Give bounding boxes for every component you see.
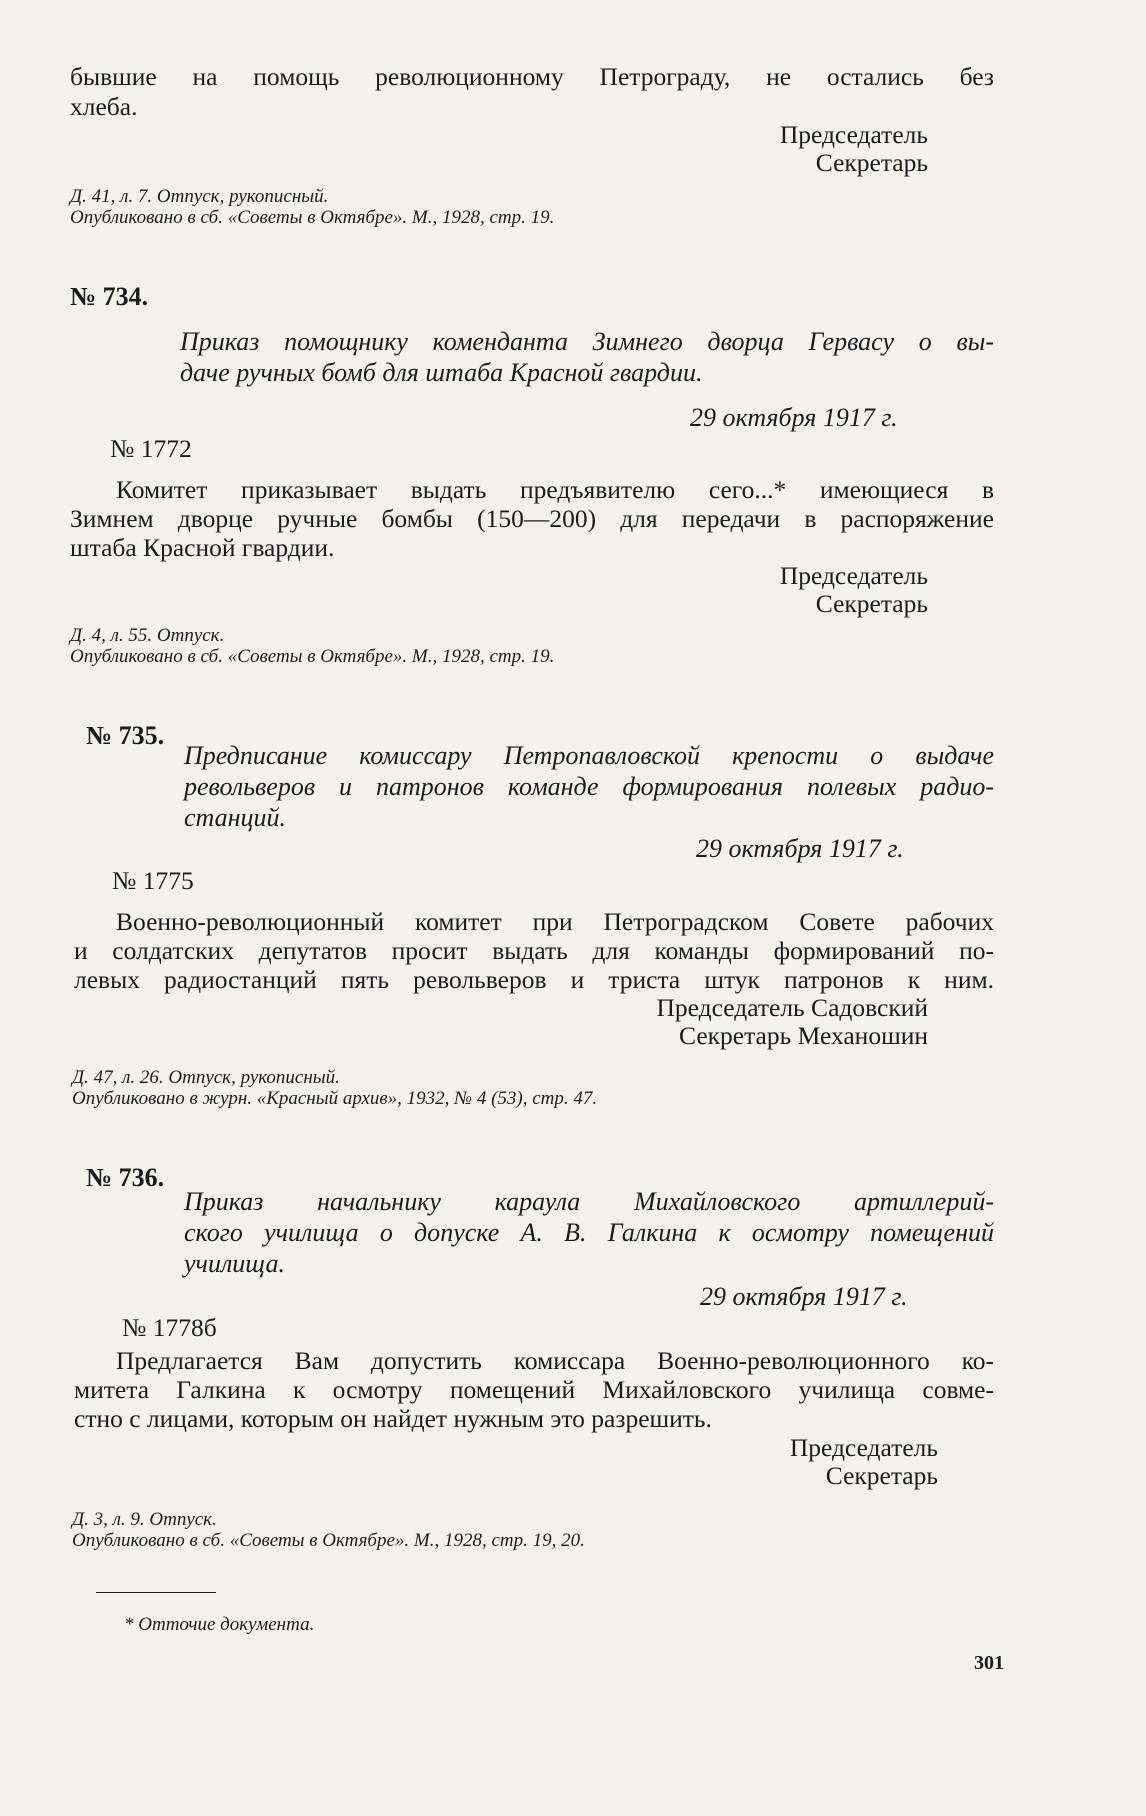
doc-734-source-archive: Д. 4, л. 55. Отпуск.	[70, 625, 225, 646]
doc-735-title-line-3: станций.	[184, 803, 287, 832]
doc-735-source-archive: Д. 47, л. 26. Отпуск, рукописный.	[72, 1067, 340, 1088]
footnote-divider	[96, 1592, 216, 1593]
footnote: * Отточие документа.	[124, 1614, 315, 1635]
signature-secretary: Секретарь	[815, 148, 928, 177]
page-number: 301	[974, 1652, 1004, 1674]
doc-734-title-line-1: Приказ помощнику коменданта Зимнего дворца Гервасу о вы-	[180, 327, 994, 356]
doc-735-title-line-1: Предписание комиссару Петропавловской крепости о выдаче	[184, 741, 994, 770]
doc-735-body-line-3: левых радиостанций пять револьверов и триста штук патронов к ним.	[74, 965, 994, 994]
doc-734-title-line-2: даче ручных бомб для штаба Красной гвардии.	[180, 358, 703, 387]
source-publication: Опубликовано в сб. «Советы в Октябре». М., 1928, стр. 19.	[70, 207, 555, 228]
doc-734-source-publication: Опубликовано в сб. «Советы в Октябре». М., 1928, стр. 19.	[70, 646, 555, 667]
doc-735-body-line-2: и солдатских депутатов просит выдать для команды формирований по-	[74, 936, 994, 965]
doc-734-body-line-3: штаба Красной гвардии.	[70, 533, 335, 562]
doc-734-signature-chairman: Председатель	[779, 561, 928, 590]
doc-735-signature-chairman: Председатель Садовский	[656, 993, 928, 1022]
doc-735-body-line-1: Военно-революционный комитет при Петроградском Совете рабочих	[116, 907, 994, 936]
doc-736-body-line-1: Предлагается Вам допустить комиссара Военно-революционного ко-	[116, 1346, 994, 1375]
doc-736-title-line-3: училища.	[184, 1249, 286, 1278]
doc-734-date: 29 октября 1917 г.	[690, 403, 898, 432]
doc-736-number: № 736.	[86, 1163, 165, 1192]
doc-735-title-line-2: револьверов и патронов команде формирования полевых радио-	[184, 772, 994, 801]
doc-736-source-publication: Опубликовано в сб. «Советы в Октябре». М., 1928, стр. 19, 20.	[72, 1530, 585, 1551]
doc-736-register-number: № 1778б	[122, 1313, 217, 1342]
doc-736-title-line-2: ского училища о допуске А. В. Галкина к осмотру помещений	[184, 1218, 994, 1247]
signature-chairman: Председатель	[779, 120, 928, 149]
doc-735-date: 29 октября 1917 г.	[696, 834, 904, 863]
doc-735-register-number: № 1775	[112, 866, 194, 895]
doc-736-signature-chairman: Председатель	[789, 1433, 938, 1462]
doc-736-source-archive: Д. 3, л. 9. Отпуск.	[72, 1509, 217, 1530]
doc-734-number: № 734.	[70, 282, 149, 311]
doc-734-body-line-1: Комитет приказывает выдать предъявителю сего...* имеющиеся в	[116, 475, 994, 504]
doc-735-source-publication: Опубликовано в журн. «Красный архив», 1932, № 4 (53), стр. 47.	[72, 1088, 598, 1109]
source-archive: Д. 41, л. 7. Отпуск, рукописный.	[70, 186, 329, 207]
doc-736-signature-secretary: Секретарь	[825, 1461, 938, 1490]
doc-736-title-line-1: Приказ начальнику караула Михайловского артиллерий-	[184, 1187, 994, 1216]
doc-734-register-number: № 1772	[110, 434, 192, 463]
doc-735-signature-secretary: Секретарь Механошин	[679, 1021, 928, 1050]
continuation-line-2: хлеба.	[70, 92, 138, 121]
doc-734-signature-secretary: Секретарь	[815, 589, 928, 618]
doc-736-body-line-3: стно с лицами, которым он найдет нужным это разрешить.	[74, 1404, 712, 1433]
doc-736-date: 29 октября 1917 г.	[700, 1282, 908, 1311]
doc-736-body-line-2: митета Галкина к осмотру помещений Михайловского училища совме-	[74, 1375, 994, 1404]
continuation-line-1: бывшие на помощь революционному Петрограду, не остались без	[70, 62, 994, 91]
doc-734-body-line-2: Зимнем дворце ручные бомбы (150—200) для передачи в распоряжение	[70, 504, 994, 533]
doc-735-number: № 735.	[86, 721, 165, 750]
